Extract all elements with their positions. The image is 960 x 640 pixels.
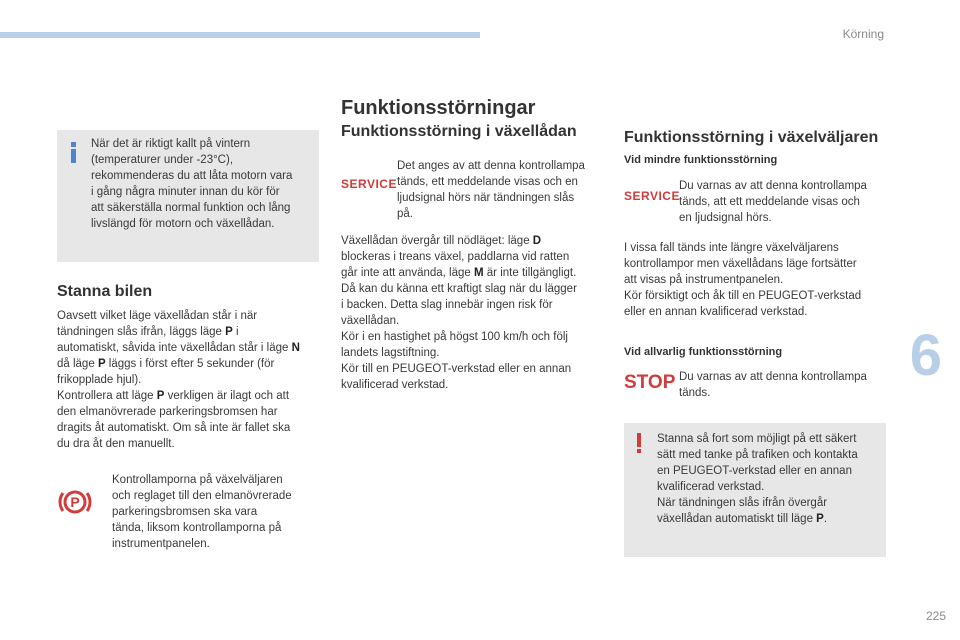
text-line: Kontrollera att läge P verkligen är ilagt och att <box>57 390 290 402</box>
text-line: eller en annan kvalificerad verkstad. <box>624 306 808 318</box>
text-line: kvalificerad verkstad. <box>341 379 449 391</box>
warning-line: sätt med tanke på trafiken och kontakta <box>657 449 858 461</box>
major-lamp-row <box>624 369 886 401</box>
text-line: du dra åt den manuellt. <box>57 438 175 450</box>
minor-lamp-row <box>624 178 886 226</box>
gearbox-lamp-row <box>341 158 601 222</box>
text-line: Då kan du känna ett kraftigt slag när du lägger <box>341 283 577 295</box>
info-line: livslängd för motorn och växellådan. <box>91 218 275 230</box>
text-line: i backen. Detta slag innebär ingen risk för <box>341 299 553 311</box>
minor-fault-text <box>624 240 886 320</box>
lamp-text-line: ljudsignal hörs när tändningen slås <box>397 192 575 204</box>
major-fault-heading: Vid allvarlig funktionsstörning <box>624 346 783 358</box>
text-line: då läge P läggs i först efter 5 sekunder (för <box>57 358 275 370</box>
selector-heading: Funktionsstörning i växelväljaren <box>624 129 879 146</box>
svg-text:P: P <box>70 494 80 510</box>
text-line: kontrollampor men växellådans läge fortsätter <box>624 258 857 270</box>
lamp-text-line: tänds, att ett meddelande visas och <box>679 196 860 208</box>
stop-car-text <box>57 308 319 452</box>
info-line: i gång några minuter innan du kör för <box>91 186 280 198</box>
text-line: växellådan. <box>341 315 400 327</box>
text-line: Växellådan övergår till nödläget: läge D <box>341 235 542 247</box>
chapter-number: 6 <box>909 323 942 388</box>
minor-fault-heading: Vid mindre funktionsstörning <box>624 154 778 166</box>
service-warning-icon: SERVICE <box>341 177 397 191</box>
gearbox-text <box>341 233 601 393</box>
lamp-text-line: en ljudsignal hörs. <box>679 212 772 224</box>
warning-exclamation-icon <box>637 433 641 453</box>
lamp-text-line: tänds, ett meddelande visas och en <box>397 176 578 188</box>
text-line: den elmanövrerade parkeringsbromsen har <box>57 406 278 418</box>
warning-note <box>624 423 886 557</box>
lamp-text-line: parkeringsbromsen ska vara <box>112 506 258 518</box>
warning-line: kvalificerad verkstad. <box>657 481 765 493</box>
text-line: I vissa fall tänds inte längre växelväljarens <box>624 242 839 254</box>
info-line: rekommenderas du att låta motorn vara <box>91 170 293 182</box>
info-line: När det är riktigt kallt på vintern <box>91 138 251 150</box>
text-line: att visas på instrumentpanelen. <box>624 274 784 286</box>
warning-line: en PEUGEOT-verkstad eller en annan <box>657 465 852 477</box>
lamp-text-line: instrumentpanelen. <box>112 538 210 550</box>
malfunctions-heading: Funktionsstörningar <box>341 97 536 119</box>
text-line: blockeras i treans växel, paddlarna vid ratten <box>341 251 570 263</box>
text-line: tändningen slås ifrån, läggs läge P i <box>57 326 239 338</box>
middle-column <box>341 97 601 393</box>
info-note <box>57 130 319 262</box>
lamp-text-line: Du varnas av att denna kontrollampa <box>679 180 867 192</box>
warning-line: När tändningen slås ifrån övergår <box>657 497 828 509</box>
stop-car-heading: Stanna bilen <box>57 283 153 300</box>
info-line: att säkerställa normal funktion och lång <box>91 202 291 214</box>
top-color-bar <box>0 32 480 38</box>
warning-line: växellådan automatiskt till läge P. <box>657 513 828 525</box>
parking-brake-icon <box>57 484 93 520</box>
text-line: Oavsett vilket läge växellådan står i när <box>57 310 258 322</box>
text-line: Kör i en hastighet på högst 100 km/h och följ <box>341 331 568 343</box>
text-line: Kör till en PEUGEOT-verkstad eller en annan <box>341 363 572 375</box>
gearbox-heading: Funktionsstörning i växellådan <box>341 123 577 140</box>
text-line: går inte att använda, läge M är inte tillgängligt. <box>341 267 577 279</box>
section-label: Körning <box>842 27 884 41</box>
lamp-text-line: och reglaget till den elmanövrerade <box>112 490 292 502</box>
text-line: automatiskt, såvida inte växellådan står i läge N <box>57 342 300 354</box>
text-line: landets lagstiftning. <box>341 347 440 359</box>
text-line: dragits åt automatiskt. Om så inte är fallet ska <box>57 422 291 434</box>
lamp-text-line: Kontrollamporna på växelväljaren <box>112 474 283 486</box>
lamp-text-line: tänds. <box>679 387 711 399</box>
service-warning-icon: SERVICE <box>624 189 680 203</box>
lamp-text-line: Det anges av att denna kontrollampa <box>397 160 585 172</box>
right-column <box>624 130 886 557</box>
page-number: 225 <box>925 609 946 623</box>
stop-warning-icon: STOP <box>624 372 676 393</box>
lamp-text-line: Du varnas av att denna kontrollampa <box>679 371 867 383</box>
parking-lamp-row <box>57 472 319 552</box>
lamp-text-line: på. <box>397 208 413 220</box>
info-icon <box>69 142 79 163</box>
lamp-text-line: tända, liksom kontrollamporna på <box>112 522 282 534</box>
warning-line: Stanna så fort som möjligt på ett säkert <box>657 433 857 445</box>
text-line: frikopplade hjul). <box>57 374 142 386</box>
text-line: Kör försiktigt och åk till en PEUGEOT-verkstad <box>624 290 862 302</box>
left-column <box>57 130 319 552</box>
info-line: (temperaturer under -23°C), <box>91 154 234 166</box>
